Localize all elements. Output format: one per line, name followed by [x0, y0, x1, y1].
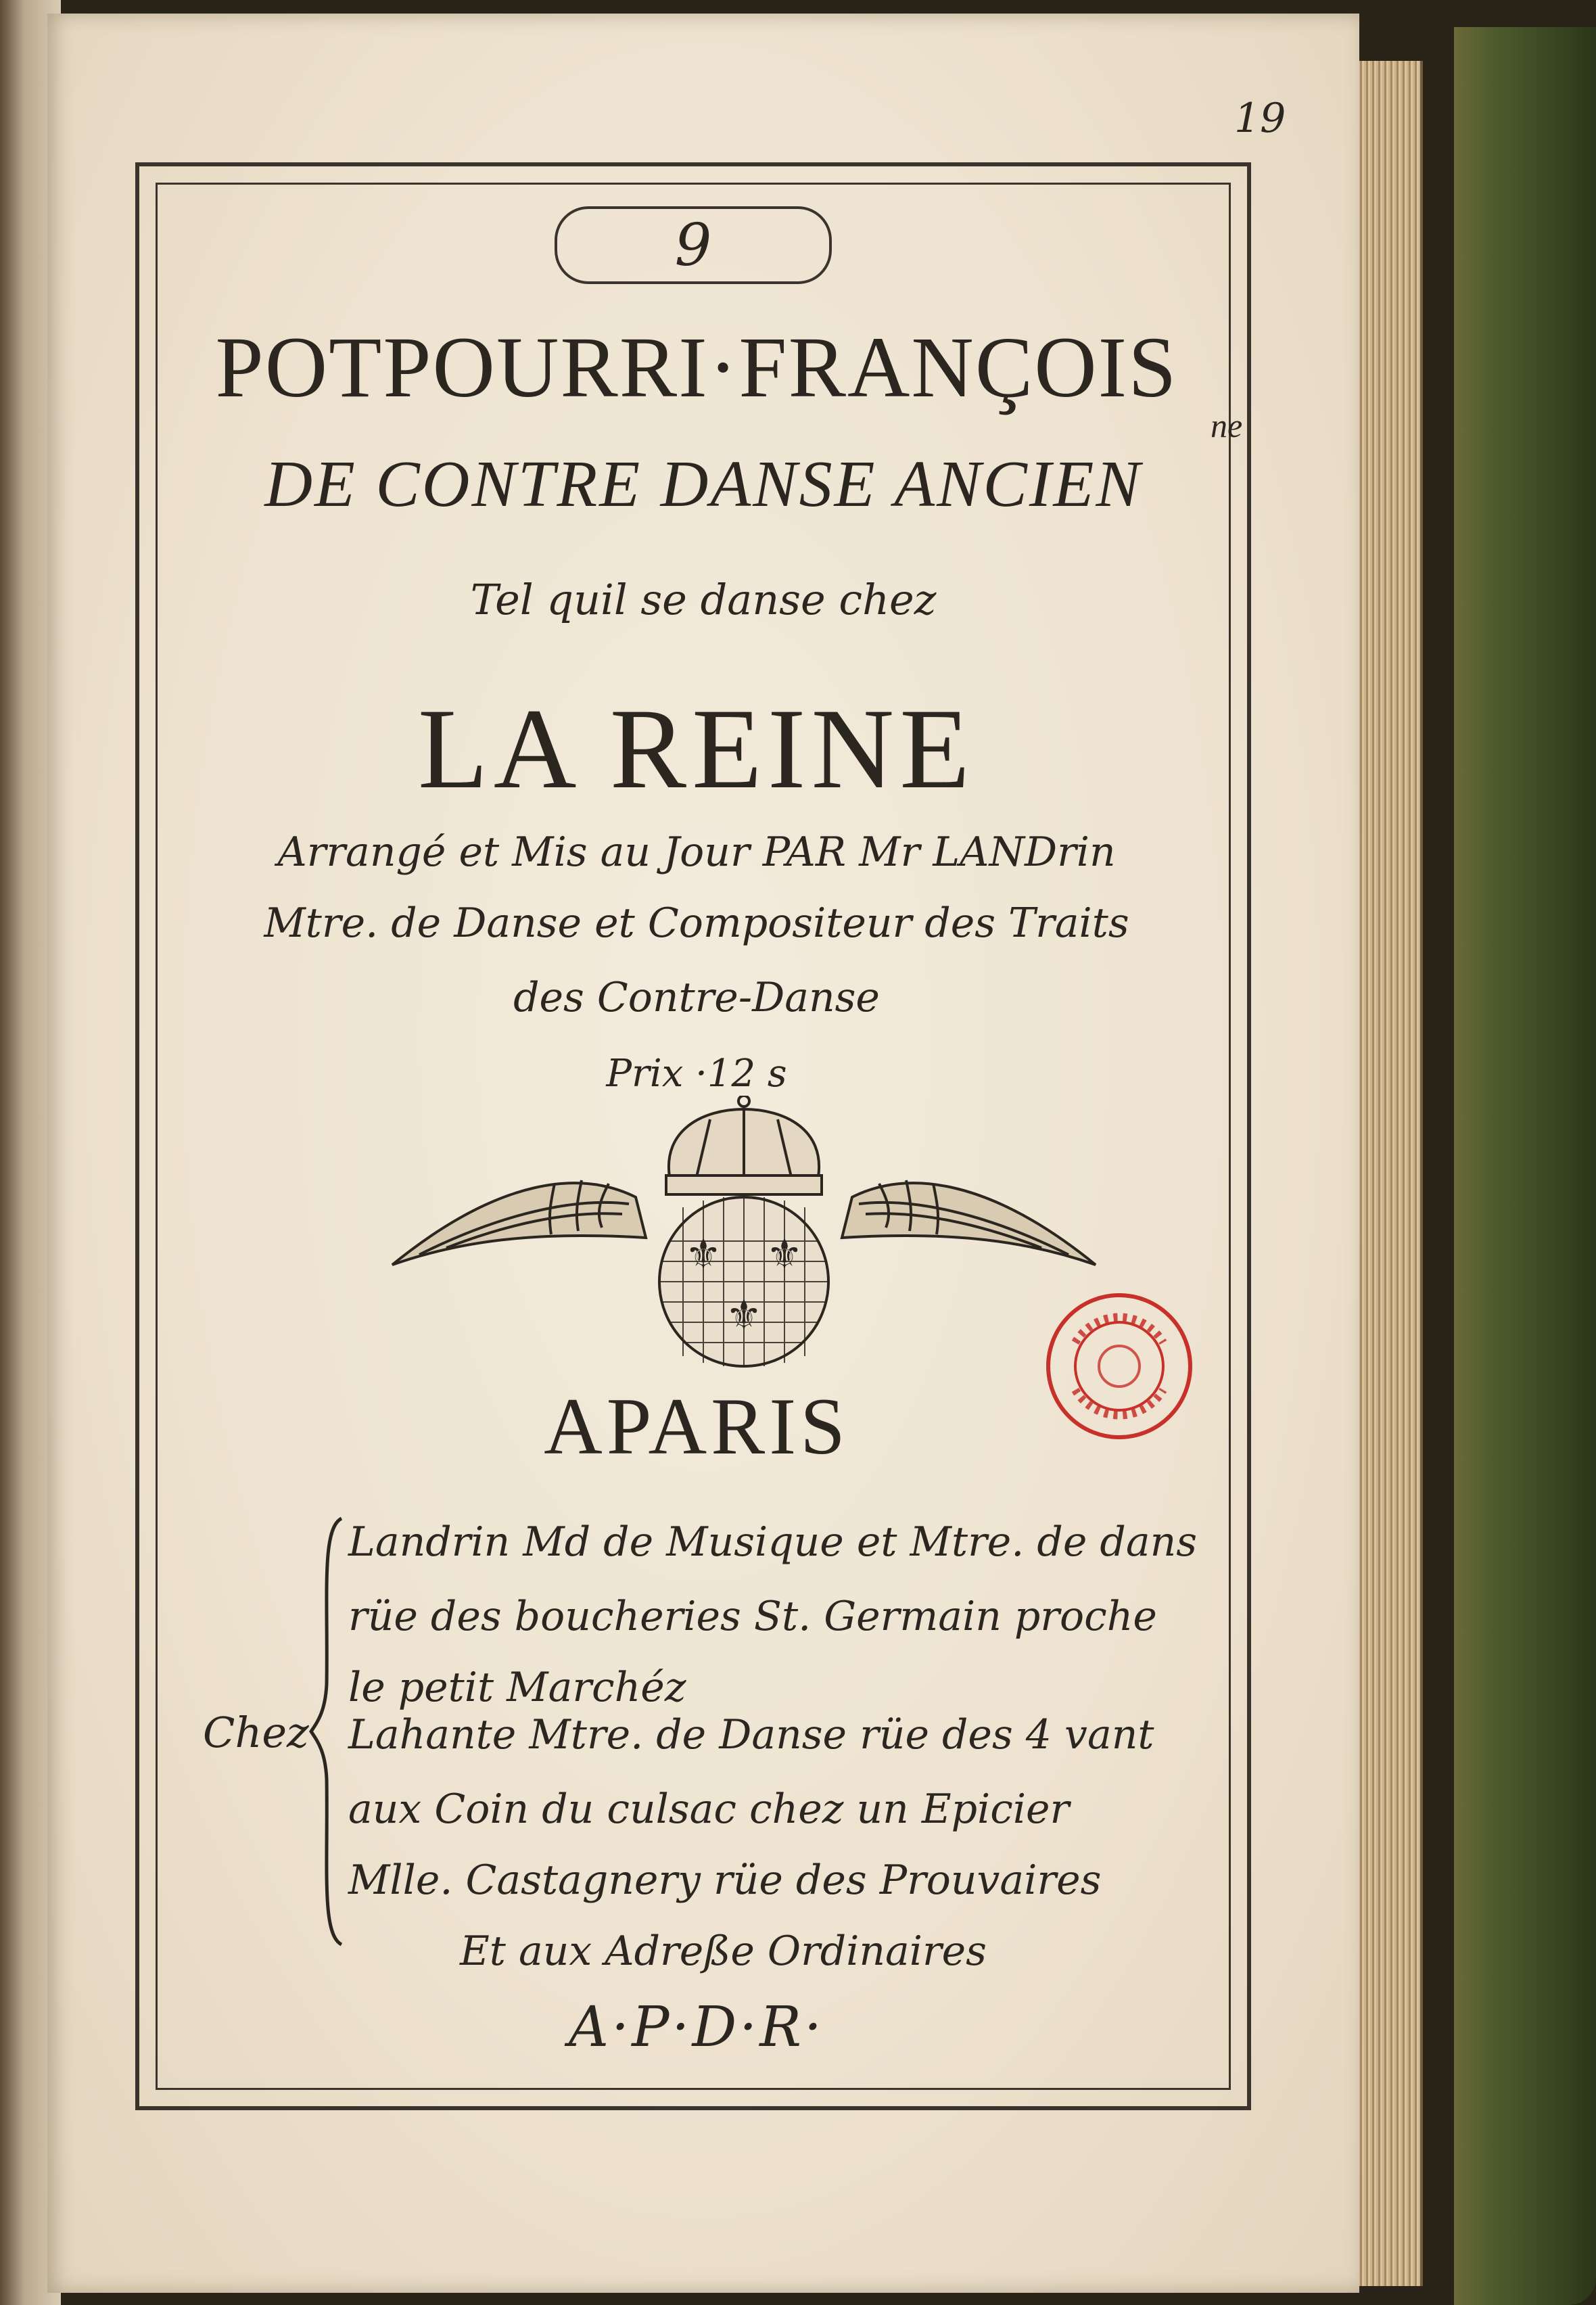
folio-number: 19 [1234, 95, 1286, 142]
address-line: aux Coin du culsac chez un Epicier [348, 1786, 1070, 1833]
green-cover-edge [1454, 27, 1596, 2305]
address-line: le petit Marchéz [348, 1664, 686, 1711]
address-line: Et aux Adreße Ordinaires [460, 1928, 987, 1975]
imprint-place: APARIS [544, 1381, 849, 1471]
title-line-1: POTPOURRI·FRANÇOIS [215, 319, 1178, 415]
chez-label: Chez [203, 1708, 309, 1757]
title-line-2: DE CONTRE DANSE ANCIEN [264, 448, 1142, 521]
price: Prix ·12 s [606, 1052, 787, 1096]
privilege-mark: A·P·D·R· [568, 1995, 825, 2059]
dedicatee: LA REINE [417, 685, 976, 812]
brace-icon [308, 1515, 348, 1948]
number-cartouche [555, 206, 832, 284]
title-superscript: ne [1211, 406, 1243, 444]
credit-line-3: des Contre-Danse [513, 974, 880, 1021]
address-line: Landrin Md de Musique et Mtre. de dans [348, 1518, 1198, 1566]
svg-text:⚜: ⚜ [685, 1231, 722, 1278]
address-line: rüe des boucheries St. Germain proche [348, 1593, 1157, 1640]
royal-emblem-icon [379, 1096, 1109, 1387]
address-line: Mlle. Castagnery rüe des Prouvaires [348, 1857, 1102, 1904]
credit-line-1: Arrangé et Mis au Jour PAR Mr LANDrin [277, 829, 1116, 876]
svg-text:⚜: ⚜ [766, 1231, 803, 1278]
subtitle: Tel quil se danse chez [470, 575, 937, 624]
address-line: Lahante Mtre. de Danse rüe des 4 vant [348, 1711, 1154, 1759]
credit-line-2: Mtre. de Danse et Compositeur des Traits [264, 900, 1129, 947]
svg-text:⚜: ⚜ [726, 1292, 762, 1339]
collection-number: 9 [674, 211, 712, 279]
